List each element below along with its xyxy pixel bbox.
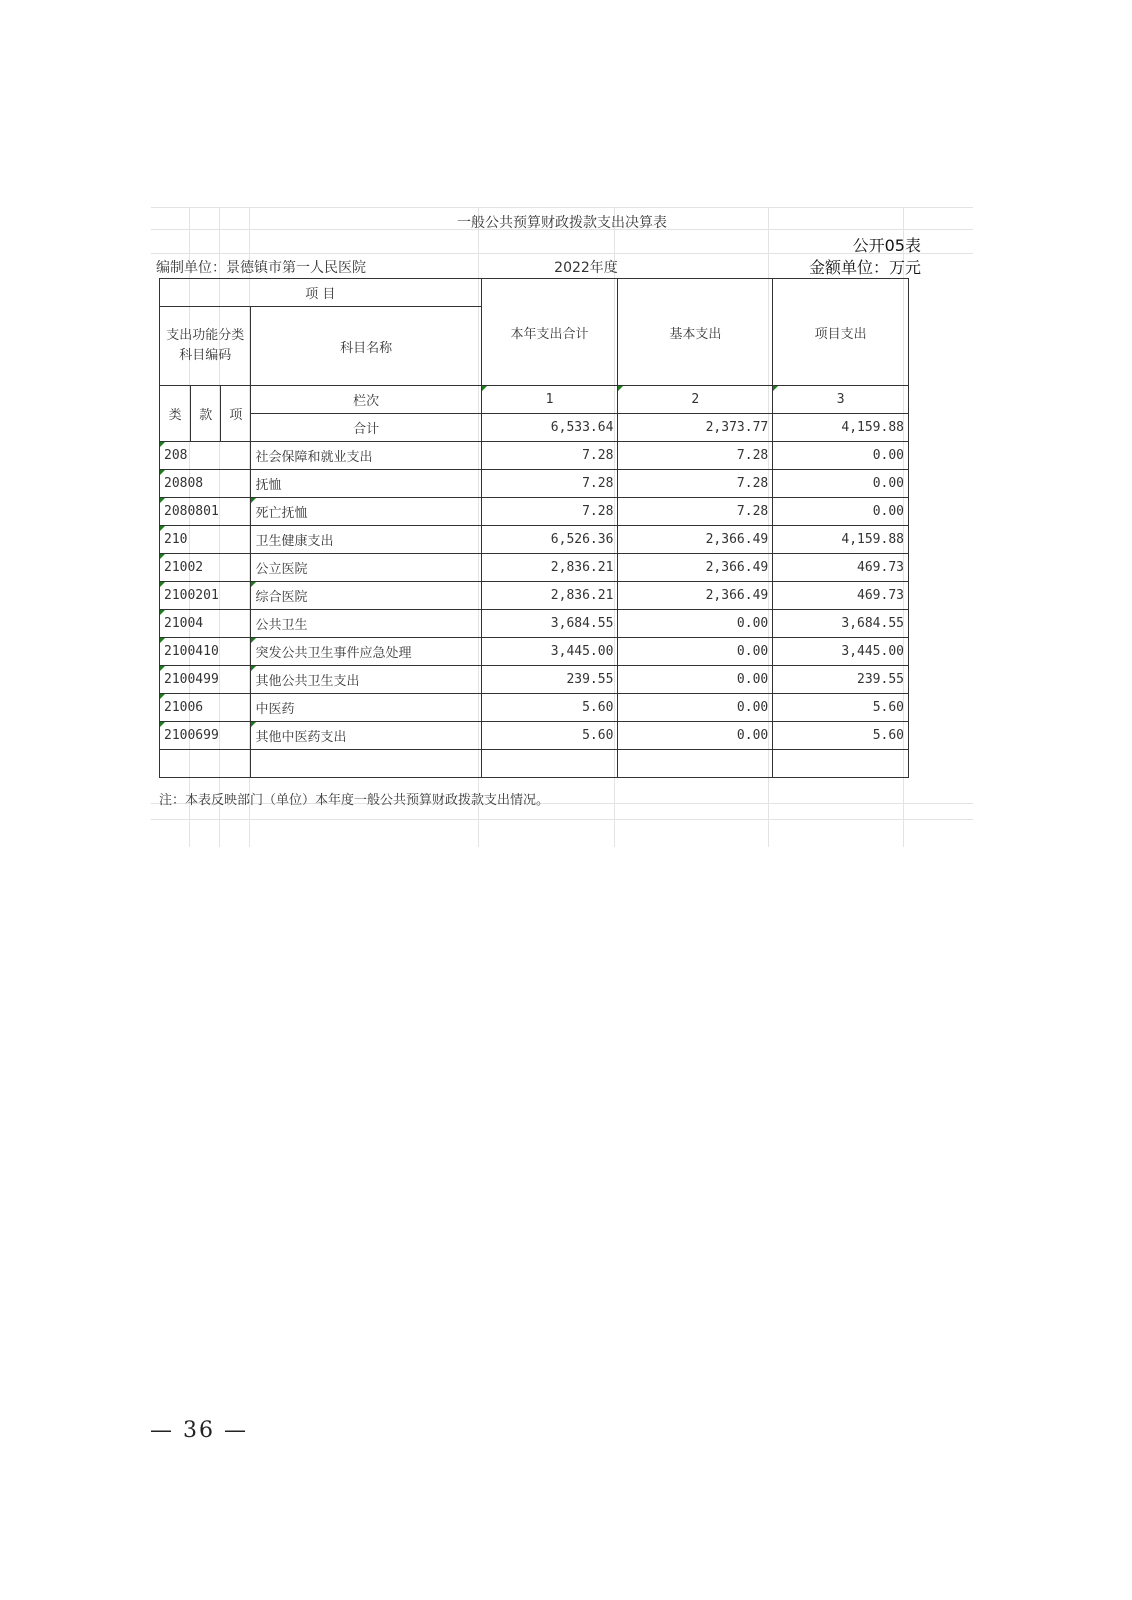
row-code[interactable]: 2100699 <box>160 722 251 750</box>
row-total[interactable]: 2,836.21 <box>481 582 618 610</box>
table-row <box>160 722 909 750</box>
row-project[interactable]: 0.00 <box>773 442 909 470</box>
table-row <box>160 582 909 610</box>
header-func-code: 支出功能分类科目编码 <box>160 307 251 386</box>
row-total[interactable]: 7.28 <box>481 442 618 470</box>
gridline <box>151 819 973 820</box>
empty-cell[interactable] <box>481 750 618 778</box>
row-name[interactable]: 综合医院 <box>251 582 481 610</box>
table-row <box>160 694 909 722</box>
row-name[interactable]: 公立医院 <box>251 554 481 582</box>
header-basic: 基本支出 <box>618 279 773 386</box>
row-project[interactable]: 5.60 <box>773 722 909 750</box>
gridline <box>151 253 973 254</box>
row-total[interactable]: 3,684.55 <box>481 610 618 638</box>
row-basic[interactable]: 0.00 <box>618 694 773 722</box>
table-row <box>160 666 909 694</box>
row-basic[interactable]: 0.00 <box>618 666 773 694</box>
row-code[interactable]: 208 <box>160 442 251 470</box>
table-row <box>160 498 909 526</box>
gridline <box>151 207 973 208</box>
row-name[interactable]: 中医药 <box>251 694 481 722</box>
row-total[interactable]: 239.55 <box>481 666 618 694</box>
compiling-unit: 编制单位：景德镇市第一人民医院 <box>156 260 366 276</box>
col-num-2: 2 <box>618 386 773 414</box>
spreadsheet-screenshot <box>151 207 973 847</box>
row-total[interactable]: 5.60 <box>481 694 618 722</box>
row-project[interactable]: 3,684.55 <box>773 610 909 638</box>
empty-cell[interactable] <box>160 750 251 778</box>
empty-row <box>160 750 909 778</box>
row-code[interactable]: 2100201 <box>160 582 251 610</box>
header-lei: 类 <box>160 386 191 442</box>
row-total[interactable]: 5.60 <box>481 722 618 750</box>
row-total[interactable]: 3,445.00 <box>481 638 618 666</box>
table-row <box>160 470 909 498</box>
table-row <box>160 638 909 666</box>
row-total[interactable]: 7.28 <box>481 498 618 526</box>
header-subject-name: 科目名称 <box>251 307 481 386</box>
expenditure-table <box>159 278 909 778</box>
row-project[interactable]: 0.00 <box>773 470 909 498</box>
row-code[interactable]: 21002 <box>160 554 251 582</box>
row-basic[interactable]: 7.28 <box>618 470 773 498</box>
row-project[interactable]: 0.00 <box>773 498 909 526</box>
row-project[interactable]: 469.73 <box>773 582 909 610</box>
row-name[interactable]: 死亡抚恤 <box>251 498 481 526</box>
table-row <box>160 610 909 638</box>
row-name[interactable]: 突发公共卫生事件应急处理 <box>251 638 481 666</box>
row-code[interactable]: 2080801 <box>160 498 251 526</box>
row-code[interactable]: 21006 <box>160 694 251 722</box>
header-kuan: 款 <box>191 386 221 442</box>
row-basic[interactable]: 7.28 <box>618 498 773 526</box>
empty-cell[interactable] <box>251 750 481 778</box>
header-total: 本年支出合计 <box>481 279 618 386</box>
table-note: 注：本表反映部门（单位）本年度一般公共预算财政拨款支出情况。 <box>159 793 550 808</box>
row-total[interactable]: 2,836.21 <box>481 554 618 582</box>
row-code[interactable]: 210 <box>160 526 251 554</box>
row-project[interactable]: 3,445.00 <box>773 638 909 666</box>
row-basic[interactable]: 2,366.49 <box>618 582 773 610</box>
row-name[interactable]: 抚恤 <box>251 470 481 498</box>
row-name[interactable]: 其他中医药支出 <box>251 722 481 750</box>
table-row <box>160 554 909 582</box>
row-basic[interactable]: 2,366.49 <box>618 526 773 554</box>
row-total[interactable]: 7.28 <box>481 470 618 498</box>
row-code[interactable]: 2100499 <box>160 666 251 694</box>
row-basic[interactable]: 0.00 <box>618 610 773 638</box>
col-num-1: 1 <box>481 386 618 414</box>
row-project[interactable]: 4,159.88 <box>773 526 909 554</box>
row-total[interactable]: 6,526.36 <box>481 526 618 554</box>
page-number: — 36 — <box>150 1418 248 1443</box>
row-code[interactable]: 2100410 <box>160 638 251 666</box>
table-code: 公开05表 <box>852 236 921 255</box>
total-label: 合计 <box>251 414 481 442</box>
row-basic[interactable]: 0.00 <box>618 638 773 666</box>
header-project: 项目支出 <box>773 279 909 386</box>
total-value-3: 4,159.88 <box>773 414 909 442</box>
row-project[interactable]: 5.60 <box>773 694 909 722</box>
table-row <box>160 526 909 554</box>
total-value-2: 2,373.77 <box>618 414 773 442</box>
row-name[interactable]: 社会保障和就业支出 <box>251 442 481 470</box>
header-item: 项 目 <box>160 279 482 307</box>
row-code[interactable]: 21004 <box>160 610 251 638</box>
table-row <box>160 442 909 470</box>
header-lanci: 栏次 <box>251 386 481 414</box>
header-xiang: 项 <box>221 386 251 442</box>
row-name[interactable]: 卫生健康支出 <box>251 526 481 554</box>
fiscal-year: 2022年度 <box>554 260 618 276</box>
row-basic[interactable]: 7.28 <box>618 442 773 470</box>
money-unit: 金额单位：万元 <box>808 258 921 277</box>
row-basic[interactable]: 2,366.49 <box>618 554 773 582</box>
empty-cell[interactable] <box>773 750 909 778</box>
total-value-1: 6,533.64 <box>481 414 618 442</box>
row-name[interactable]: 公共卫生 <box>251 610 481 638</box>
row-basic[interactable]: 0.00 <box>618 722 773 750</box>
table-title: 一般公共预算财政拨款支出决算表 <box>457 215 667 231</box>
row-project[interactable]: 239.55 <box>773 666 909 694</box>
col-num-3: 3 <box>773 386 909 414</box>
row-code[interactable]: 20808 <box>160 470 251 498</box>
row-project[interactable]: 469.73 <box>773 554 909 582</box>
empty-cell[interactable] <box>618 750 773 778</box>
row-name[interactable]: 其他公共卫生支出 <box>251 666 481 694</box>
